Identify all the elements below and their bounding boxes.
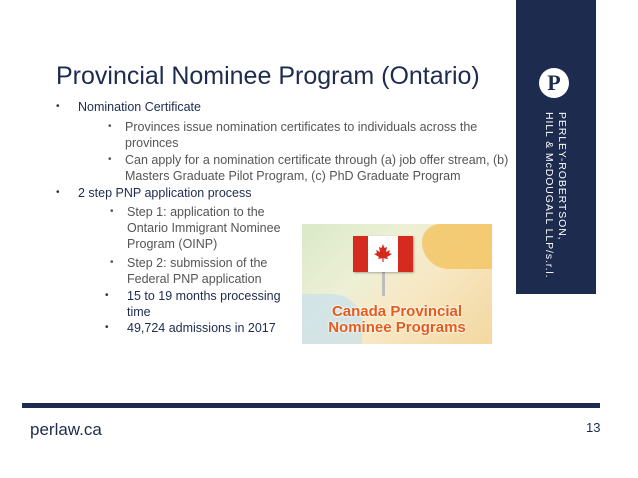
sub-bullet-line: 15 to 19 months processing	[127, 289, 281, 303]
bullet-dot: •	[105, 322, 109, 333]
sub-bullet-line: Step 2: submission of the	[127, 256, 268, 270]
bullet-dot: •	[56, 101, 60, 112]
bullet-label: Nomination Certificate	[78, 100, 201, 114]
page-number: 13	[586, 420, 601, 435]
sub-bullet-line: Masters Graduate Pilot Program, (c) PhD Graduate Program	[125, 169, 461, 183]
bullet-dot: •	[110, 257, 114, 268]
bullet-dot: •	[105, 290, 109, 301]
slide-title: Provincial Nominee Program (Ontario)	[56, 62, 480, 90]
bullet-nomination-certificate	[56, 99, 201, 115]
sub-bullet-line: Federal PNP application	[127, 272, 262, 286]
sub-bullet-provinces-issue	[108, 119, 478, 151]
sub-bullet-step-1	[110, 204, 281, 252]
bullet-dot: •	[110, 206, 114, 217]
sub-bullet-processing-time	[105, 288, 281, 320]
sub-bullet-can-apply	[108, 152, 509, 184]
sub-bullet-line: Step 1: application to the	[127, 205, 265, 219]
firm-name-line2: HILL & McDOUGALL LLP/s.r.l.	[543, 112, 555, 279]
sub-bullet-line: Ontario Immigrant Nominee	[127, 221, 281, 235]
canada-pnp-image	[302, 224, 492, 344]
image-caption-line2: Nominee Programs	[328, 319, 466, 336]
firm-logo: P	[539, 68, 569, 98]
bullet-dot: •	[56, 187, 60, 198]
sub-bullet-line: Can apply for a nomination certificate through (a) job offer stream, (b)	[125, 153, 509, 167]
bullet-pnp-process	[56, 185, 252, 201]
bullet-dot: •	[108, 121, 112, 132]
firm-name	[542, 112, 568, 279]
sub-bullet-line: Provinces issue nomination certificates to individuals across the	[125, 120, 478, 134]
image-caption-line1: Canada Provincial	[331, 303, 463, 320]
footer-divider	[22, 403, 600, 408]
firm-name-line1: PERLEY-ROBERTSON,	[556, 112, 568, 241]
bullet-label: 2 step PNP application process	[78, 186, 252, 200]
canada-flag-icon	[353, 236, 413, 272]
sub-bullet-line: Program (OINP)	[127, 237, 218, 251]
sub-bullet-line: provinces	[125, 136, 179, 150]
sub-bullet-line: 49,724 admissions in 2017	[127, 321, 276, 335]
map-region	[422, 224, 492, 269]
sub-bullet-admissions	[105, 320, 276, 336]
sub-bullet-line: time	[127, 305, 151, 319]
bullet-dot: •	[108, 154, 112, 165]
footer-website: perlaw.ca	[30, 420, 102, 439]
sub-bullet-step-2	[110, 255, 268, 287]
maple-leaf-icon	[373, 243, 393, 263]
